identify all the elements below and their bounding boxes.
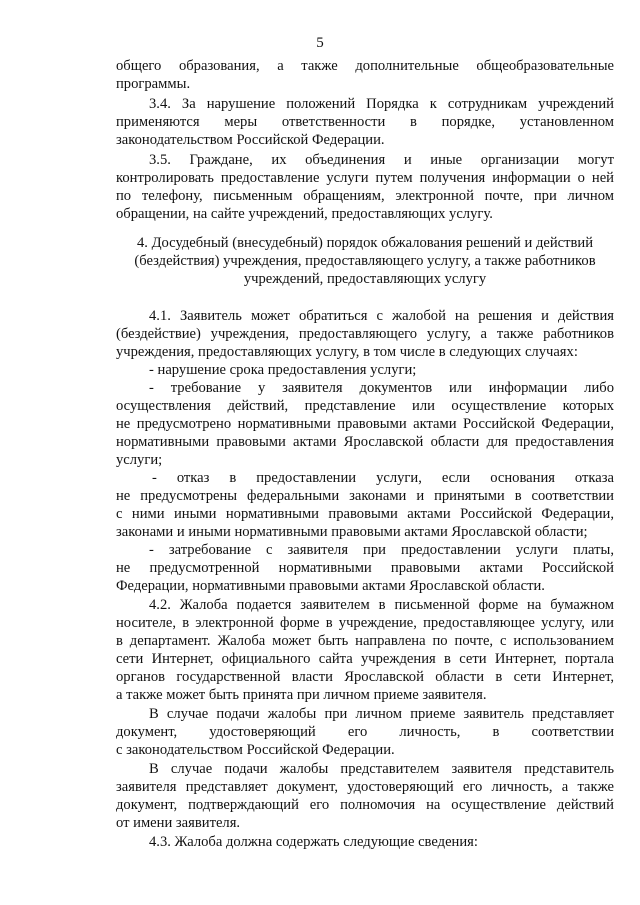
text-line: от имени заявителя. — [116, 815, 241, 831]
text-line: 3.5. Граждане, их объединения и иные организации могут — [149, 152, 614, 168]
text-line: не предусмотрены федеральными законами и принятыми в соответствии — [116, 488, 614, 504]
text-line: В случае подачи жалобы при личном приеме заявитель представляет — [149, 706, 614, 722]
text-line: В случае подачи жалобы представителем заявителя представитель — [149, 761, 614, 777]
section-heading-line: учреждений, предоставляющих услугу — [243, 271, 487, 287]
text-line: применяются меры ответственности в порядке, установленном — [116, 114, 614, 130]
section-heading-line: (бездействия) учреждения, предоставляющего услугу, а также работников — [134, 253, 596, 269]
list-item-line: - нарушение срока предоставления услуги; — [149, 362, 417, 378]
list-item-line: - отказ в предоставлении услуги, если основания отказа — [152, 470, 614, 486]
list-item-line: - требование у заявителя документов или информации либо — [149, 380, 614, 396]
text-line: с законодательством Российской Федерации. — [116, 742, 395, 758]
text-line: (бездействие) учреждения, предоставляющего услугу, а также работников — [116, 326, 614, 342]
text-line: учреждения, предоставляющих услугу, в том числе в следующих случаях: — [116, 344, 578, 360]
page-number: 5 — [316, 35, 324, 51]
text-line: сети Интернет, официального сайта учреждения в сети Интернет, портала — [116, 651, 614, 667]
text-line: 4.1. Заявитель может обратиться с жалобой на решения и действия — [149, 308, 614, 324]
text-line: 3.4. За нарушение положений Порядка к сотрудникам учреждений — [149, 96, 614, 112]
text-line: органов государственной власти Ярославской области в сети Интернет, — [116, 669, 614, 685]
text-line: не предусмотренной нормативными правовыми актами Российской — [116, 560, 614, 576]
text-line: носителе, в электронной форме в учреждение, предоставляющее услугу, или — [116, 615, 614, 631]
text-line: документ, удостоверяющий его личность, в соответствии — [116, 724, 614, 740]
text-line: не предусмотрено нормативными правовыми актами Российской Федерации, — [116, 416, 614, 432]
text-line: документ, подтверждающий его полномочия на осуществление действий — [116, 797, 614, 813]
text-line: а также может быть принята при личном приеме заявителя. — [116, 687, 487, 703]
section-heading-line: 4. Досудебный (внесудебный) порядок обжалования решений и действий — [136, 235, 594, 251]
text-line: законодательством Российской Федерации. — [116, 132, 385, 148]
text-line: заявителя представляет документ, удостоверяющий его личность, а также — [116, 779, 614, 795]
text-line: в департамент. Жалоба может быть направлена по почте, с использованием — [116, 633, 614, 649]
text-line: нормативными правовыми актами Ярославской области для предоставления — [116, 434, 614, 450]
text-line: услуги; — [116, 452, 163, 468]
text-line: с ними иными нормативными правовыми актами Российской Федерации, — [116, 506, 614, 522]
text-line: Федерации, нормативными правовыми актами Ярославской области. — [116, 578, 545, 594]
text-line: 4.2. Жалоба подается заявителем в письменной форме на бумажном — [149, 597, 614, 613]
text-line: по телефону, письменным обращениям, электронной почте, при личном — [116, 188, 614, 204]
text-line: программы. — [116, 76, 191, 92]
text-line: общего образования, а также дополнительные общеобразовательные — [116, 58, 614, 74]
list-item-line: - затребование с заявителя при предоставлении услуги платы, — [149, 542, 614, 558]
text-line: 4.3. Жалоба должна содержать следующие сведения: — [149, 834, 478, 850]
text-line: законами и иными нормативными правовыми актами Ярославской области; — [116, 524, 588, 540]
text-line: обращении, на сайте учреждений, предоставляющих услугу. — [116, 206, 493, 222]
text-line: осуществления действий, представление или осуществление которых — [116, 398, 614, 414]
text-line: контролировать предоставление услуги путем получения информации о ней — [116, 170, 614, 186]
